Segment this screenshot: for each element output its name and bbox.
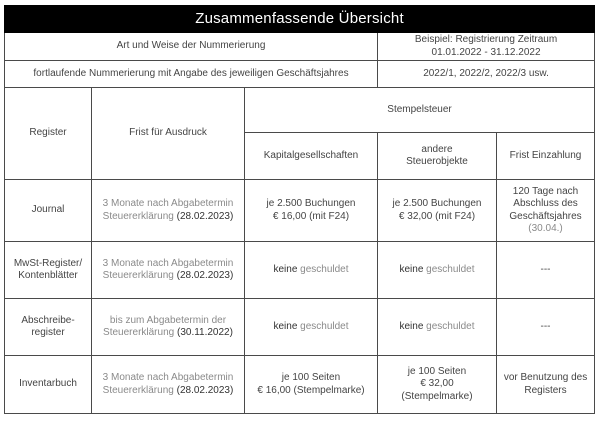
header-andere-line-2: Steuerobjekte <box>406 156 468 167</box>
kapital-geschuldet: geschuldet <box>300 263 349 275</box>
register-line-1: Abschreibe- <box>21 314 75 326</box>
einzahlung-line-2: Abschluss des <box>513 198 578 209</box>
andere-line-1: je 100 Seiten <box>407 365 467 377</box>
frist-date: (30.11.2022) <box>176 327 233 338</box>
einzahlung-cell: --- <box>497 299 595 356</box>
einzahlung-cell <box>497 180 595 242</box>
einzahlung-line-3: Geschäftsjahres <box>509 210 582 222</box>
kapital-keine: keine <box>273 320 298 332</box>
register-cell <box>5 299 92 356</box>
register-line-2: Kontenblätter <box>18 270 78 281</box>
andere-cell <box>378 299 497 356</box>
register-cell: Journal <box>5 180 92 242</box>
frist-text-2: Steuererklärung <box>103 327 175 338</box>
andere-line-1: je 2.500 Buchungen <box>392 198 482 209</box>
einzahlung-line-1: 120 Tage nach <box>512 185 579 197</box>
numbering-description: fortlaufende Nummerierung mit Angabe des jeweiligen Geschäftsjahres <box>5 61 378 88</box>
andere-cell <box>378 180 497 242</box>
frist-text-1: bis zum Abgabetermin der <box>109 314 227 326</box>
header-frist-ausdruck: Frist für Ausdruck <box>92 88 245 180</box>
frist-cell <box>92 356 245 414</box>
register-line-2: register <box>31 327 65 338</box>
andere-cell <box>378 356 497 414</box>
kapital-line-1: je 100 Seiten <box>281 372 341 383</box>
kapital-cell <box>245 299 378 356</box>
frist-date: (28.02.2023) <box>176 210 234 222</box>
einzahlung-cell <box>497 356 595 414</box>
andere-line-2: € 32,00 <box>420 378 454 390</box>
header-kapitalgesellschaften: Kapitalgesellschaften <box>245 133 378 180</box>
einzahlung-date: (30.04.) <box>528 223 563 234</box>
header-register: Register <box>5 88 92 180</box>
header-andere-line-1: andere <box>421 143 453 155</box>
frist-text: 3 Monate nach Abgabetermin Steuererklärung <box>102 198 234 222</box>
frist-text: 3 Monate nach Abgabetermin Steuererklärung <box>102 372 234 396</box>
andere-line-3: (Stempelmarke) <box>401 390 473 402</box>
table-row-inventarbuch <box>5 356 595 414</box>
frist-date: (28.02.2023) <box>176 270 234 281</box>
example-line-2: 01.01.2022 - 31.12.2022 <box>431 46 541 58</box>
andere-keine: keine <box>399 263 424 275</box>
table-row-abschreiberegister <box>5 299 595 356</box>
einzahlung-cell: --- <box>497 242 595 299</box>
kapital-line-1: je 2.500 Buchungen <box>266 198 356 209</box>
kapital-geschuldet: geschuldet <box>300 320 349 332</box>
table-row-mwst <box>5 242 595 299</box>
andere-geschuldet: geschuldet <box>426 320 475 332</box>
numbering-label: Art und Weise der Nummerierung <box>5 33 378 61</box>
kapital-keine: keine <box>273 263 298 275</box>
numbering-example-header <box>378 33 595 61</box>
frist-cell <box>92 299 245 356</box>
register-line-1: MwSt-Register/ <box>13 257 83 269</box>
kapital-line-2: € 16,00 (mit F24) <box>272 210 350 222</box>
andere-geschuldet: geschuldet <box>426 263 475 275</box>
frist-cell <box>92 180 245 242</box>
example-line-1: Beispiel: Registrierung Zeitraum <box>414 34 558 45</box>
numbering-example-value: 2022/1, 2022/2, 2022/3 usw. <box>378 61 595 88</box>
kapital-cell <box>245 356 378 414</box>
andere-line-2: € 32,00 (mit F24) <box>398 210 476 222</box>
kapital-line-2: € 16,00 (Stempelmarke) <box>257 384 365 396</box>
frist-date: (28.02.2023) <box>176 384 234 396</box>
andere-keine: keine <box>399 320 424 332</box>
register-cell <box>5 242 92 299</box>
andere-cell <box>378 242 497 299</box>
table-title: Zusammenfassende Übersicht <box>5 6 595 33</box>
einzahlung-line-2: Registers <box>524 384 567 396</box>
header-frist-einzahlung: Frist Einzahlung <box>497 133 595 180</box>
kapital-cell <box>245 180 378 242</box>
register-cell: Inventarbuch <box>5 356 92 414</box>
frist-cell <box>92 242 245 299</box>
kapital-cell <box>245 242 378 299</box>
table-row-journal <box>5 180 595 242</box>
header-stempelsteuer: Stempelsteuer <box>245 88 595 133</box>
frist-text: 3 Monate nach Abgabetermin Steuererklärung <box>102 257 234 281</box>
einzahlung-line-1: vor Benutzung des <box>503 372 588 383</box>
summary-table <box>4 5 595 414</box>
header-andere-steuerobjekte <box>378 133 497 180</box>
